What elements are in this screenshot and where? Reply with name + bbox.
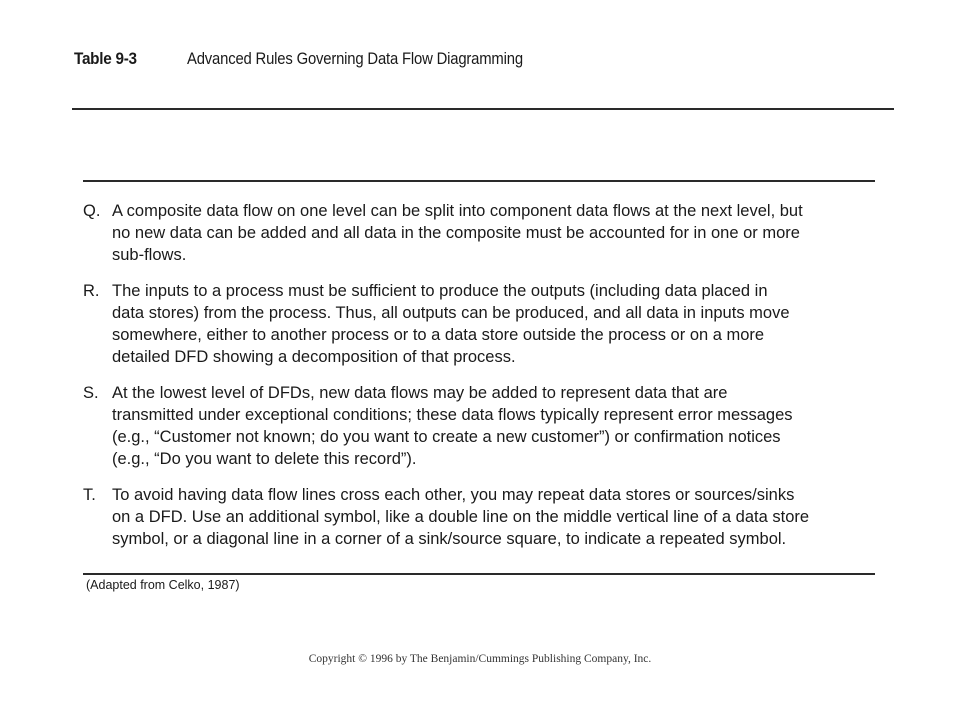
rule-letter: S. (83, 384, 99, 402)
list-item (83, 200, 883, 266)
source-note: (Adapted from Celko, 1987) (86, 578, 240, 592)
table-number: Table 9-3 (74, 49, 137, 68)
rule-text: To avoid having data flow lines cross each other, you may repeat data stores or sources/sinks on a DFD. Use an additional symbol, like a double line on the middle vertical line of a data store symbol, or a diagonal line in a corner of a sink/source square, to indicate a repeated symbol. (112, 486, 810, 548)
rule-letter: R. (83, 282, 100, 300)
header-divider (72, 108, 894, 110)
table-header (74, 49, 560, 69)
table-bottom-divider (83, 573, 875, 575)
list-item (83, 382, 883, 470)
list-item (83, 280, 883, 368)
rule-letter: Q. (83, 202, 101, 220)
copyright-notice: Copyright © 1996 by The Benjamin/Cummings Publishing Company, Inc. (308, 653, 652, 665)
rule-text: At the lowest level of DFDs, new data flows may be added to represent data that are transmitted under exceptional conditions; these data flows typically represent error messages (e.g., “Customer not known; do you want to create a new customer”) or confirmation notices (e.g., “Do you want to delete this record”). (112, 384, 793, 468)
table-top-divider (83, 180, 875, 182)
list-item (83, 484, 883, 550)
rule-text: The inputs to a process must be sufficient to produce the outputs (including data placed in data stores) from the process. Thus, all outputs can be produced, and all data in inputs move somewhere, either to another process or to a data store outside the process or on a more detailed DFD showing a decomposition of that process. (112, 282, 790, 366)
rules-list (83, 200, 883, 564)
table-title: Advanced Rules Governing Data Flow Diagramming (187, 50, 523, 68)
rule-letter: T. (83, 486, 96, 504)
rule-text: A composite data flow on one level can be split into component data flows at the next level, but no new data can be added and all data in the composite must be accounted for in one or more sub-flows. (112, 202, 803, 264)
